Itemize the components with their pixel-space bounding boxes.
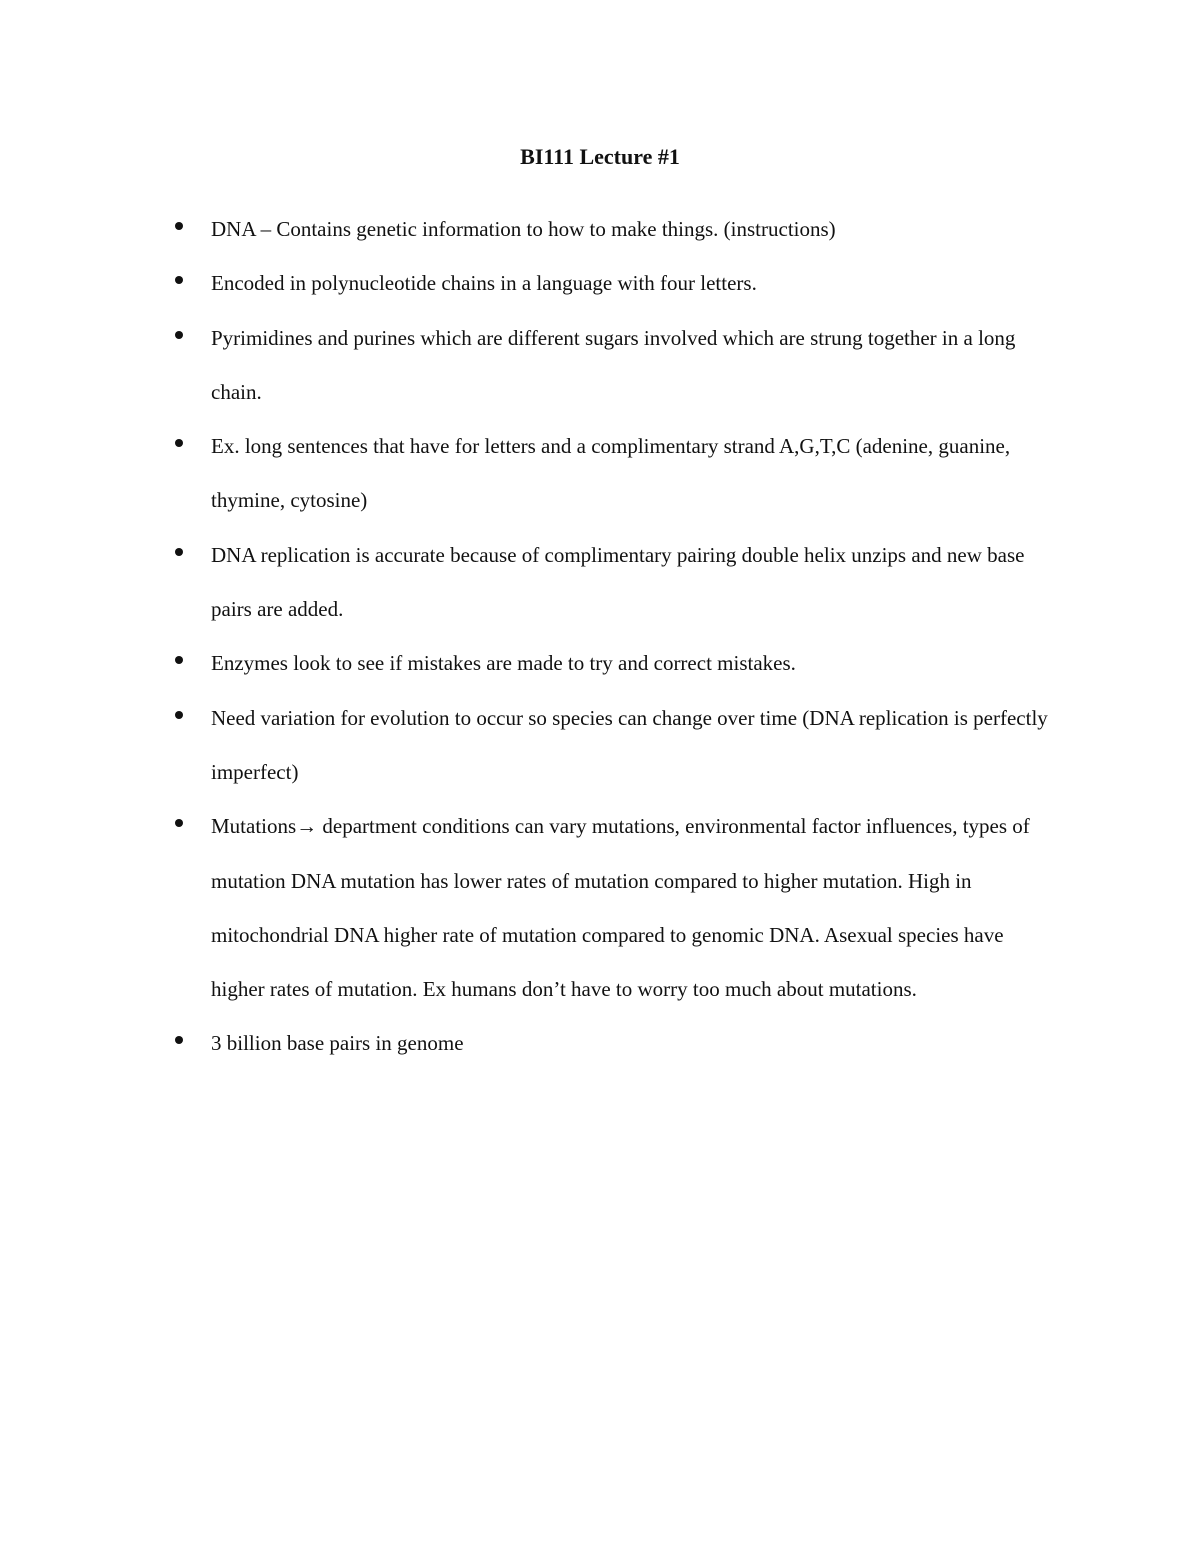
list-item-text: 3 billion base pairs in genome — [211, 1031, 464, 1056]
list-item — [211, 256, 1056, 310]
bullet-icon — [175, 711, 183, 719]
list-item — [211, 691, 1056, 800]
list-item-text: DNA – Contains genetic information to how to make things. (instructions) — [211, 217, 836, 241]
list-item — [211, 202, 1056, 256]
list-item-text: Need variation for evolution to occur so species can change over time (DNA replication is perfectly imperfect) — [211, 705, 1048, 784]
list-item-text: DNA replication is accurate because of complimentary pairing double helix unzips and new base pairs are added. — [211, 542, 1025, 622]
list-item — [211, 311, 1056, 420]
bullet-icon — [175, 656, 183, 664]
bullet-icon — [175, 1036, 183, 1044]
list-item — [211, 419, 1056, 528]
bullet-icon — [175, 548, 183, 556]
bullet-icon — [175, 439, 183, 447]
list-item — [211, 528, 1056, 637]
list-item — [211, 1016, 1056, 1070]
list-item-text: Enzymes look to see if mistakes are made to try and correct mistakes. — [211, 651, 796, 676]
page-title: BI111 Lecture #1 — [520, 144, 680, 169]
bullet-icon — [175, 276, 183, 284]
list-item-text: Ex. long sentences that have for letters and a complimentary strand A,G,T,C (adenine, guanine, thymine, cytosine) — [211, 434, 1011, 513]
list-item-text: Mutations→ department conditions can vary mutations, environmental factor influences, types of mutation DNA mutation has lower rates of mutation compared to higher mutation. High in mitochondrial DNA higher rate of mutation compared to genomic DNA. Asexual species have higher rates of mutation. Ex humans don’t have to worry too much about mutations. — [211, 814, 1030, 1002]
bullet-list — [0, 202, 1200, 1071]
list-item-text: Encoded in polynucleotide chains in a language with four letters. — [211, 271, 757, 296]
bullet-icon — [175, 331, 183, 339]
list-item — [211, 799, 1056, 1016]
bullet-icon — [175, 819, 183, 827]
list-item-text: Pyrimidines and purines which are different sugars involved which are strung together in a long chain. — [211, 325, 1016, 404]
bullet-icon — [175, 222, 183, 230]
list-item — [211, 636, 1056, 690]
